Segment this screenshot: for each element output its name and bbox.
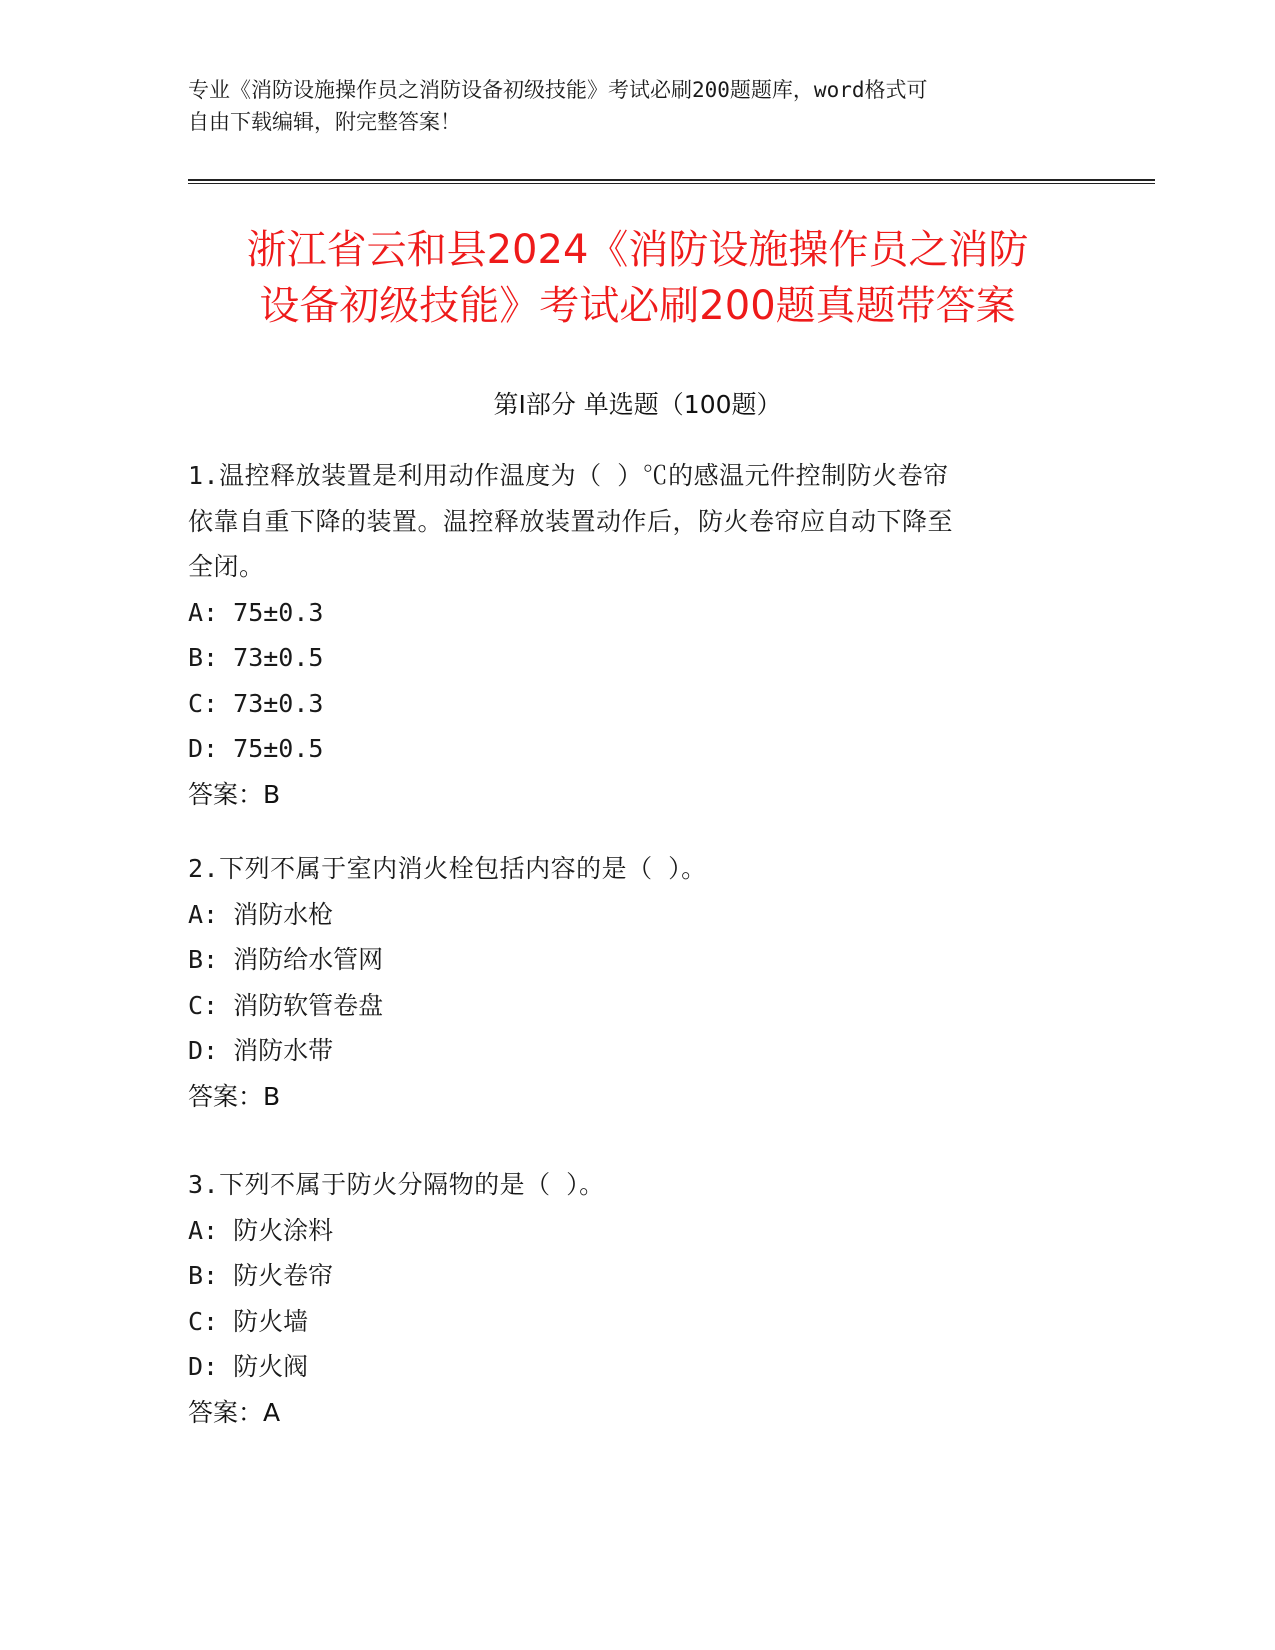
option-c: C: 防火墙: [188, 1306, 309, 1336]
document-title-line: 浙江省云和县2024《消防设施操作员之消防: [246, 227, 1029, 273]
option-d: D: 防火阀: [188, 1352, 309, 1381]
header-note: [188, 74, 1088, 138]
answer-label: 答案：B: [188, 1081, 281, 1111]
option-b: B: 消防给水管网: [188, 945, 384, 974]
document-title: [160, 222, 1115, 334]
question-3: [188, 1162, 1068, 1435]
answer-label: 答案：B: [188, 779, 281, 809]
document-title-line: 设备初级技能》考试必刷200题真题带答案: [259, 283, 1016, 329]
header-divider-thin: [188, 183, 1155, 184]
option-c: C: 73±0.3: [188, 688, 324, 718]
question-stem-line: 3.下列不属于防火分隔物的是（ ）。: [188, 1170, 605, 1199]
option-b: B: 73±0.5: [188, 643, 324, 672]
question-1: [188, 453, 1068, 817]
option-a: A: 75±0.3: [188, 597, 324, 627]
header-note-line: 专业《消防设施操作员之消防设备初级技能》考试必刷200题题库，word格式可: [188, 78, 928, 102]
option-c: C: 消防软管卷盘: [188, 990, 384, 1020]
header-note-line: 自由下载编辑，附完整答案！: [188, 110, 461, 134]
question-stem-line: 依靠自重下降的装置。温控释放装置动作后，防火卷帘应自动下降至: [188, 506, 954, 536]
option-d: D: 消防水带: [188, 1036, 334, 1065]
question-stem-line: 全闭。: [188, 552, 265, 581]
question-stem-line: 2.下列不属于室内消火栓包括内容的是（ ）。: [188, 854, 707, 883]
header-divider: [188, 179, 1155, 181]
question-stem-line: 1.温控释放装置是利用动作温度为（ ）℃的感温元件控制防火卷帘: [188, 461, 949, 490]
option-b: B: 防火卷帘: [188, 1261, 334, 1290]
question-2: [188, 846, 1068, 1119]
section-heading: 第Ⅰ部分 单选题（100题）: [493, 390, 782, 419]
option-d: D: 75±0.5: [188, 734, 324, 763]
option-a: A: 防火涂料: [188, 1215, 334, 1245]
answer-label: 答案：A: [188, 1397, 281, 1427]
option-a: A: 消防水枪: [188, 899, 334, 929]
